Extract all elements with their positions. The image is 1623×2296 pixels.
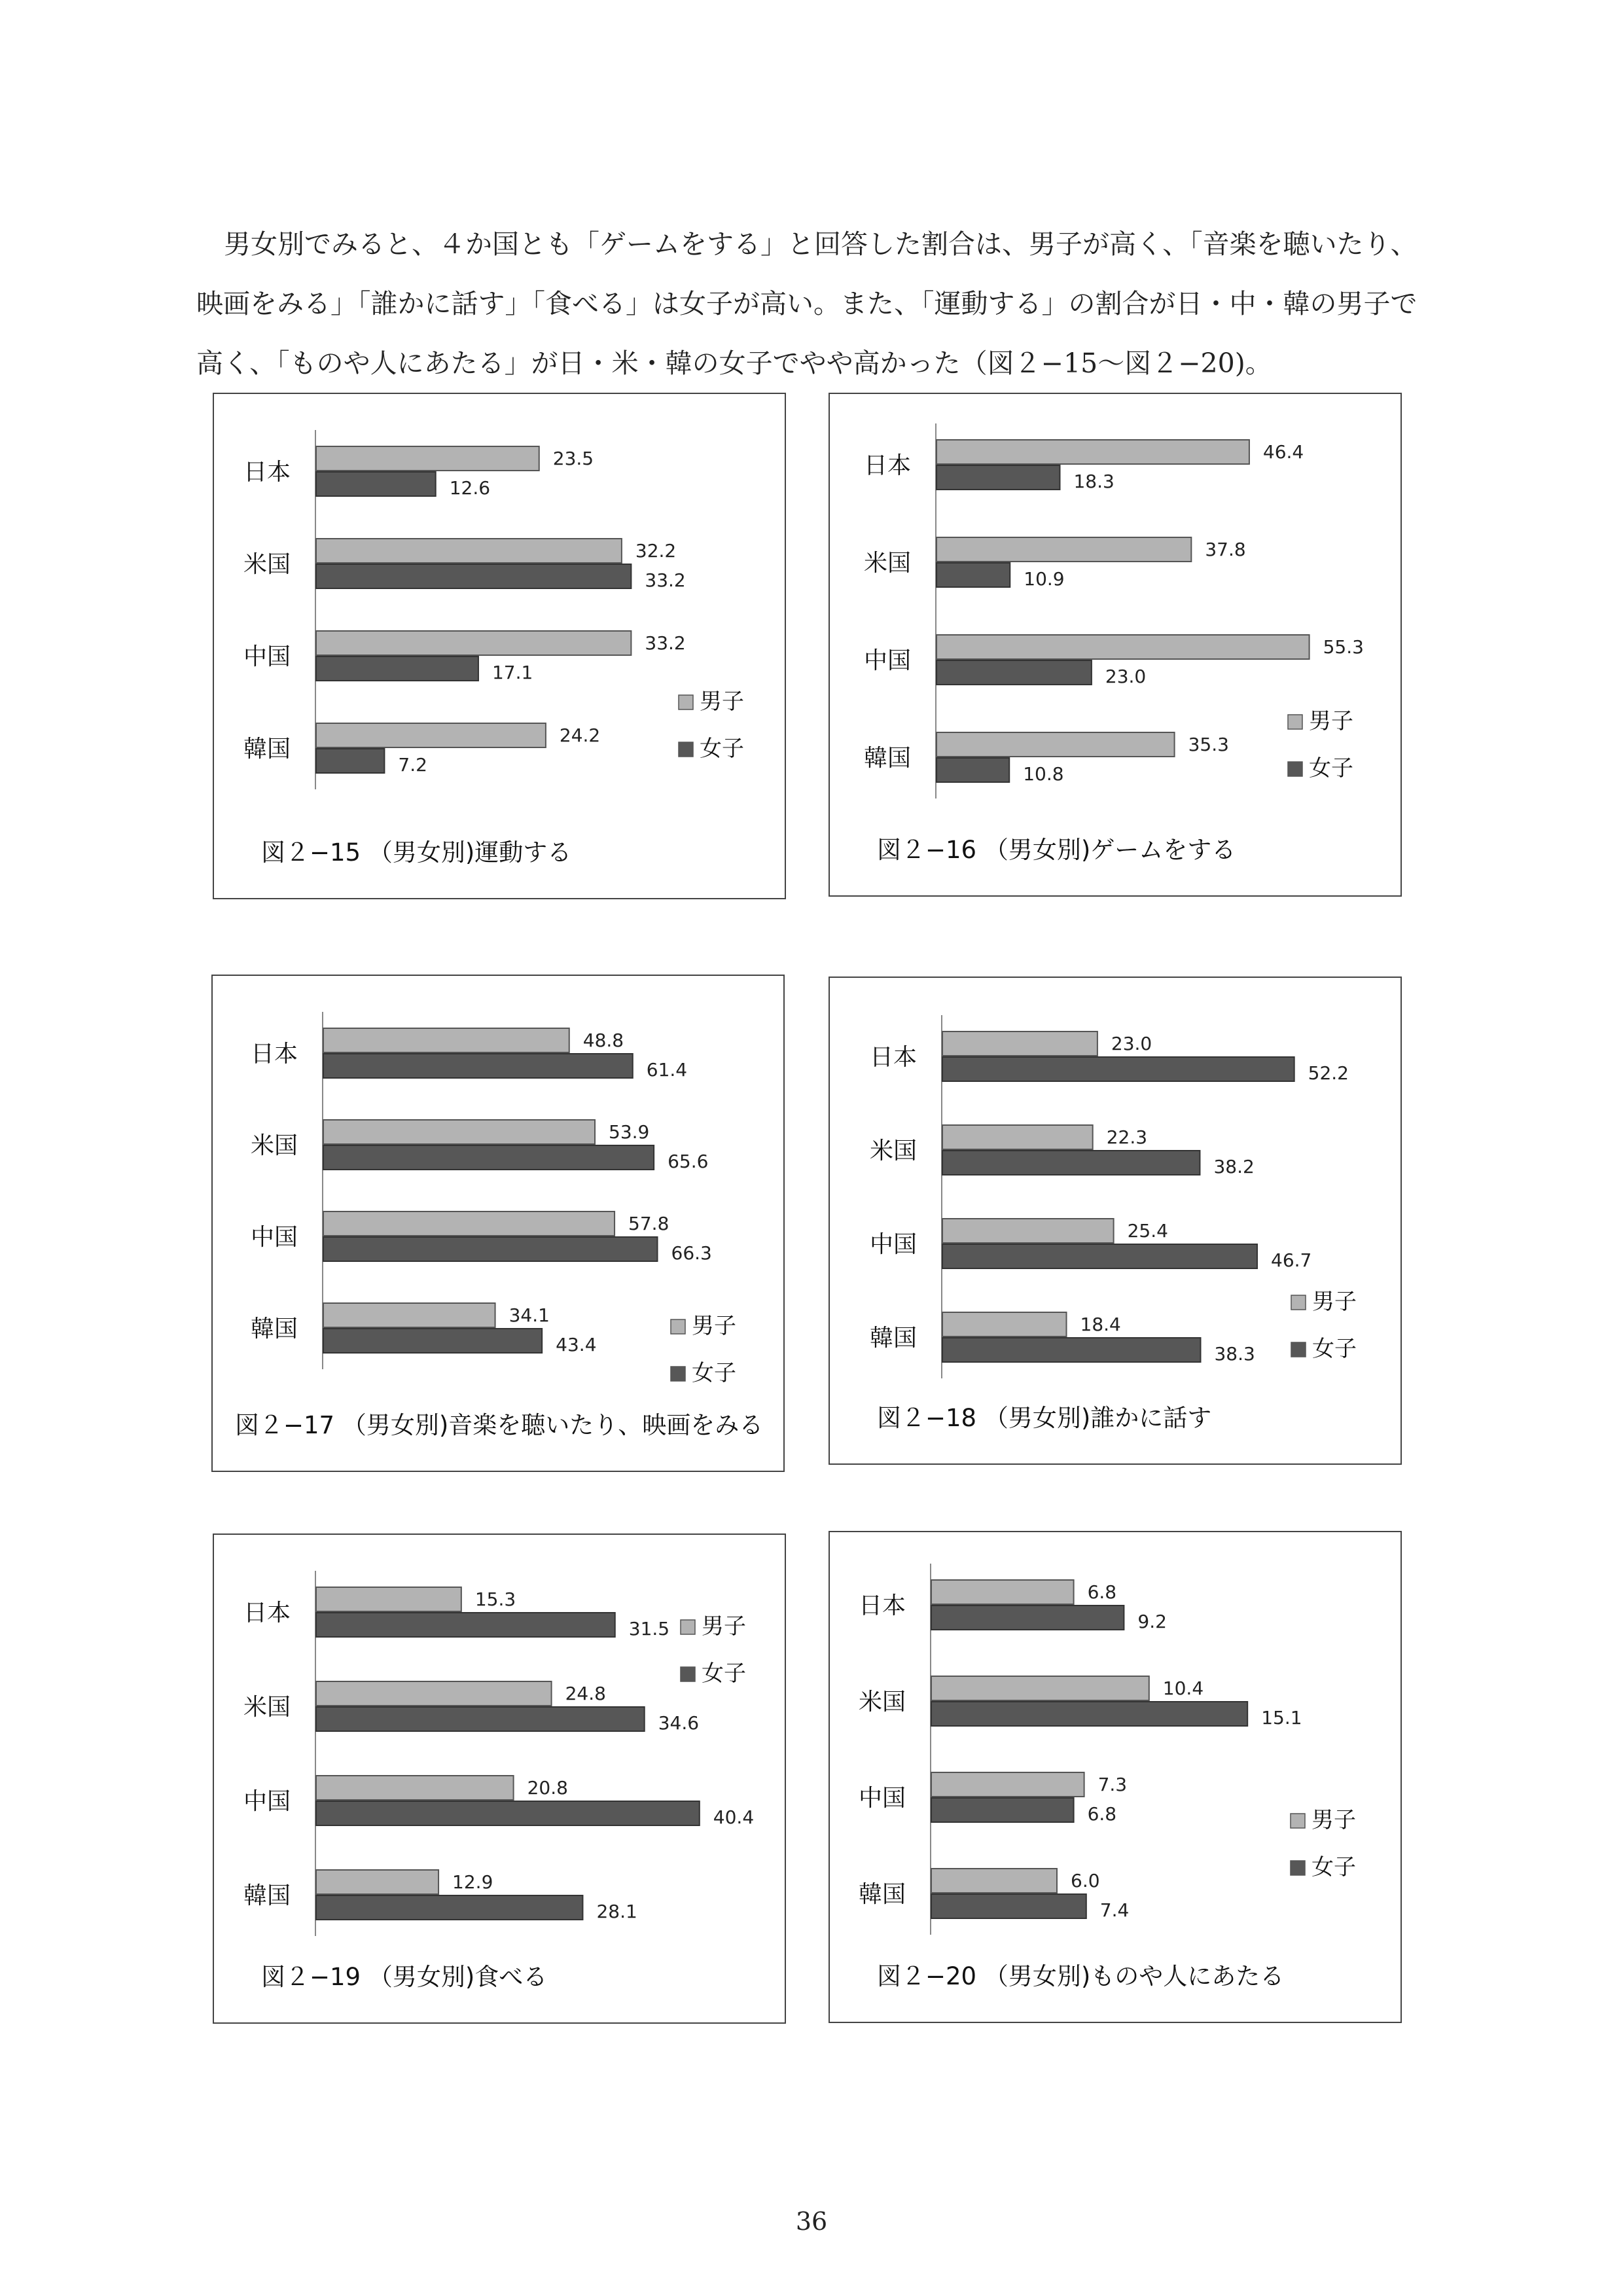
category-label: 日本: [243, 1600, 291, 1626]
data-label-male: 18.4: [1080, 1314, 1121, 1335]
bar-male: [316, 1870, 438, 1894]
data-label-female: 9.2: [1137, 1611, 1167, 1632]
chart-caption: 図２−15 （男女別)運動する: [261, 838, 572, 867]
legend-swatch: [1291, 1814, 1305, 1828]
chart-canvas: [213, 976, 783, 1471]
legend-label: 女子: [692, 1360, 736, 1386]
legend-swatch: [671, 1319, 685, 1334]
category-label: 中国: [243, 643, 291, 670]
category-label: 中国: [243, 1788, 291, 1815]
category-label: 米国: [863, 550, 911, 577]
data-label-female: 7.2: [398, 754, 427, 776]
bar-male: [942, 1219, 1114, 1243]
data-label-female: 23.0: [1105, 666, 1147, 687]
bar-male: [931, 1869, 1057, 1893]
data-label-female: 31.5: [628, 1618, 670, 1640]
bar-male: [942, 1031, 1097, 1056]
chart-caption: 図２−17 （男女別)音楽を聴いたり、映画をみる: [235, 1411, 764, 1439]
data-label-male: 57.8: [628, 1213, 669, 1234]
category-label: 韓国: [858, 1881, 906, 1908]
legend-swatch: [671, 1367, 685, 1381]
chart-canvas: [830, 978, 1400, 1463]
bar-female: [316, 1613, 615, 1637]
category-label: 韓国: [243, 736, 291, 762]
chart-music-movies-by-gender: [211, 975, 785, 1472]
bar-male: [316, 1776, 514, 1800]
category-label: 米国: [243, 551, 291, 578]
legend-swatch: [679, 695, 693, 709]
category-label: 中国: [250, 1224, 298, 1251]
chart-caption: 図２−18 （男女別)誰かに話す: [877, 1404, 1212, 1432]
data-label-male: 10.4: [1162, 1677, 1204, 1699]
data-label-male: 7.3: [1097, 1774, 1128, 1795]
category-label: 韓国: [243, 1882, 291, 1909]
data-label-male: 33.2: [645, 632, 686, 654]
legend-swatch: [1288, 715, 1302, 729]
data-label-female: 43.4: [556, 1334, 597, 1355]
data-label-male: 15.3: [474, 1588, 516, 1610]
data-label-female: 10.9: [1024, 568, 1065, 590]
data-label-female: 33.2: [645, 569, 686, 591]
bar-male: [931, 1676, 1149, 1700]
data-label-male: 34.1: [508, 1304, 550, 1326]
data-label-female: 65.6: [668, 1151, 709, 1172]
bar-female: [316, 1895, 582, 1920]
bar-male: [942, 1125, 1093, 1149]
bar-male: [931, 1772, 1084, 1797]
bar-female: [316, 749, 384, 773]
bar-female: [323, 1145, 654, 1170]
data-label-male: 12.9: [452, 1871, 493, 1893]
data-label-male: 6.0: [1071, 1870, 1100, 1892]
bar-female: [316, 656, 478, 681]
legend-swatch: [1291, 1861, 1305, 1875]
data-label-female: 46.7: [1271, 1249, 1312, 1271]
category-label: 韓国: [250, 1316, 298, 1342]
chart-caption: 図２−16 （男女別)ゲームをする: [877, 836, 1236, 864]
bar-female: [942, 1244, 1257, 1268]
data-label-male: 35.3: [1188, 734, 1229, 755]
data-label-female: 52.2: [1308, 1062, 1349, 1084]
chart-caption: 図２−19 （男女別)食べる: [261, 1963, 548, 1991]
bar-female: [936, 563, 1010, 587]
bar-male: [936, 440, 1249, 464]
data-label-male: 25.4: [1127, 1220, 1168, 1242]
data-label-male: 24.8: [565, 1683, 606, 1704]
data-label-male: 32.2: [635, 540, 677, 562]
chart-eating-by-gender: [213, 1534, 786, 2024]
data-label-female: 6.8: [1087, 1803, 1117, 1825]
data-label-female: 40.4: [713, 1806, 755, 1828]
data-label-male: 48.8: [582, 1030, 624, 1051]
legend-label: 女子: [1309, 755, 1353, 781]
data-label-male: 24.2: [559, 725, 601, 746]
data-label-male: 22.3: [1106, 1126, 1148, 1148]
bar-female: [936, 660, 1092, 685]
chart-canvas: [214, 1535, 785, 2022]
bar-female: [931, 1798, 1074, 1822]
data-label-female: 12.6: [449, 477, 491, 499]
category-label: 米国: [250, 1132, 298, 1159]
data-label-female: 61.4: [646, 1059, 688, 1081]
category-label: 中国: [869, 1231, 917, 1258]
bar-male: [323, 1028, 569, 1052]
category-label: 韓国: [869, 1325, 917, 1352]
category-label: 韓国: [863, 745, 911, 772]
legend-label: 男子: [1311, 1807, 1356, 1833]
legend-swatch: [1288, 762, 1302, 776]
bar-male: [931, 1580, 1074, 1604]
bar-male: [316, 1681, 552, 1706]
legend-swatch: [679, 742, 693, 757]
data-label-female: 7.4: [1099, 1899, 1130, 1921]
bar-female: [942, 1338, 1200, 1362]
chart-running-by-gender: [213, 393, 786, 899]
bar-male: [323, 1211, 615, 1236]
bar-female: [323, 1054, 633, 1078]
category-label: 日本: [858, 1592, 906, 1619]
bar-female: [323, 1237, 658, 1261]
data-label-male: 20.8: [527, 1777, 568, 1799]
bar-female: [931, 1894, 1086, 1918]
bar-female: [936, 758, 1009, 782]
legend-label: 女子: [700, 736, 744, 762]
bar-male: [323, 1120, 595, 1144]
data-label-female: 10.8: [1023, 763, 1064, 785]
page-number: 36: [795, 2207, 828, 2236]
bar-male: [316, 446, 539, 471]
category-label: 日本: [869, 1044, 917, 1071]
category-label: 米国: [243, 1694, 291, 1721]
data-label-male: 53.9: [609, 1121, 650, 1143]
bar-female: [323, 1329, 542, 1353]
legend-swatch: [1291, 1295, 1306, 1310]
data-label-female: 38.2: [1213, 1156, 1255, 1177]
chart-caption: 図２−20 （男女別)ものや人にあたる: [877, 1962, 1285, 1990]
data-label-female: 66.3: [671, 1242, 712, 1264]
intro-text: 男女別でみると、４か国とも「ゲームをする」と回答した割合は、男子が高く、「音楽を聴いたり、映画をみる」「誰かに話す」「食べる」は女子が高い。また、「運動する」の割合が日・中・韓の男子で高く、「ものや人にあたる」が日・米・韓の女子でやや高かった（図２−15〜図２−20)。: [196, 228, 1418, 379]
data-label-male: 23.0: [1111, 1033, 1152, 1054]
legend-label: 男子: [700, 689, 744, 715]
chart-canvas: [214, 394, 785, 898]
bar-male: [316, 539, 622, 563]
data-label-female: 38.3: [1214, 1343, 1255, 1365]
legend-label: 女子: [702, 1660, 746, 1687]
bar-female: [316, 564, 631, 588]
bar-female: [942, 1057, 1294, 1081]
bar-male: [323, 1303, 495, 1327]
legend-swatch: [681, 1620, 695, 1634]
bar-female: [316, 1801, 700, 1825]
legend-label: 女子: [1311, 1854, 1356, 1880]
legend-label: 女子: [1312, 1336, 1357, 1362]
bar-female: [936, 465, 1060, 490]
legend-swatch: [1291, 1342, 1306, 1357]
legend-label: 男子: [1312, 1289, 1357, 1315]
category-label: 米国: [869, 1138, 917, 1164]
chart-canvas: [830, 394, 1400, 895]
category-label: 日本: [243, 459, 291, 486]
data-label-female: 28.1: [596, 1901, 637, 1922]
chart-games-by-gender: [829, 393, 1402, 897]
category-label: 日本: [863, 452, 911, 479]
chart-canvas: [830, 1532, 1400, 2022]
category-label: 日本: [250, 1041, 298, 1067]
bar-male: [936, 537, 1191, 562]
bar-male: [316, 631, 631, 655]
legend-label: 男子: [1309, 708, 1353, 734]
bar-male: [316, 1587, 461, 1611]
bar-male: [936, 635, 1310, 659]
category-label: 米国: [858, 1689, 906, 1715]
data-label-male: 6.8: [1087, 1581, 1117, 1603]
bar-female: [942, 1151, 1200, 1175]
data-label-female: 15.1: [1261, 1707, 1302, 1729]
data-label-male: 23.5: [552, 448, 594, 469]
bar-female: [316, 472, 436, 496]
bar-male: [936, 732, 1175, 757]
data-label-male: 37.8: [1205, 539, 1246, 560]
legend-swatch: [681, 1667, 695, 1681]
category-label: 中国: [863, 647, 911, 674]
chart-lashing-out-by-gender: [829, 1531, 1402, 2023]
bar-female: [316, 1707, 645, 1731]
data-label-male: 55.3: [1323, 636, 1364, 658]
data-label-female: 18.3: [1073, 471, 1115, 492]
legend-label: 男子: [702, 1613, 746, 1640]
bar-female: [931, 1605, 1124, 1630]
legend-label: 男子: [692, 1313, 736, 1339]
bar-female: [931, 1702, 1247, 1726]
chart-talk-to-someone-by-gender: [829, 977, 1402, 1465]
data-label-female: 34.6: [658, 1712, 700, 1734]
data-label-male: 46.4: [1262, 441, 1304, 463]
bar-male: [316, 723, 546, 747]
category-label: 中国: [858, 1785, 906, 1812]
intro-paragraph: [196, 215, 1440, 393]
bar-male: [942, 1312, 1067, 1336]
data-label-female: 17.1: [491, 662, 533, 683]
